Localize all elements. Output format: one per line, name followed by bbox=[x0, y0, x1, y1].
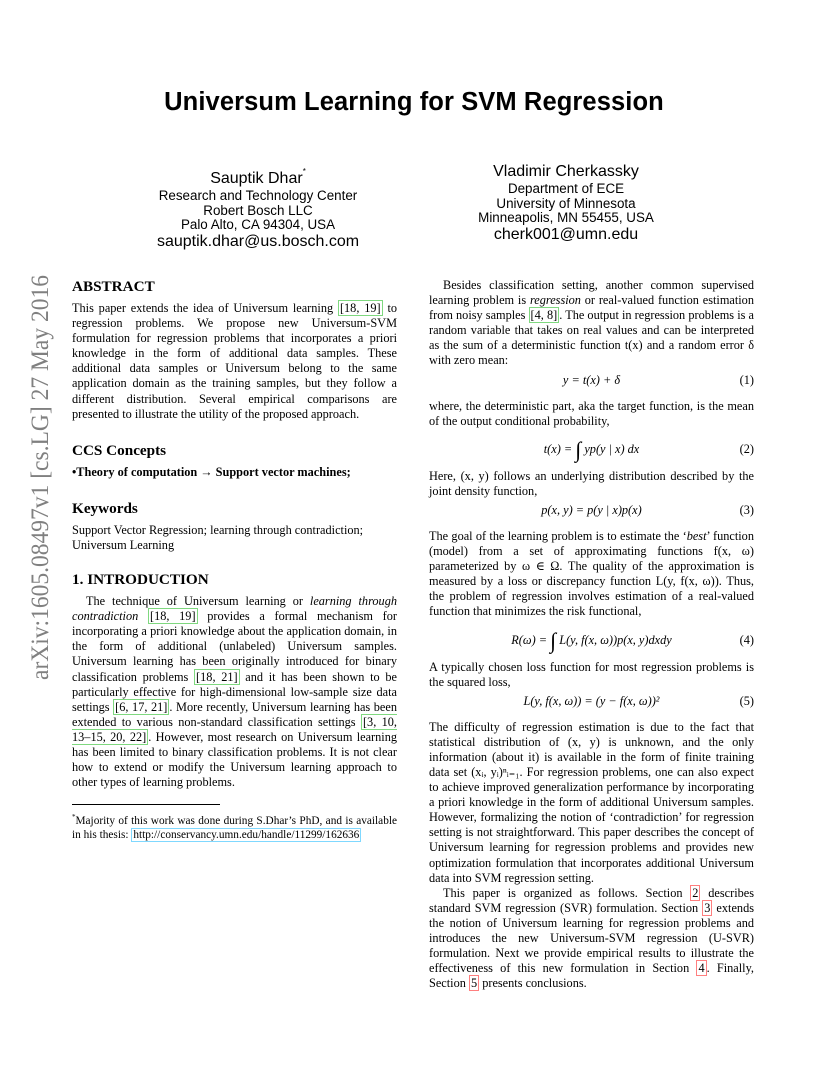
keywords-text: Support Vector Regression; learning through contradiction; Universum Learning bbox=[72, 522, 364, 552]
author-affiliation-line: Palo Alto, CA 94304, USA bbox=[180, 217, 336, 232]
right-column bbox=[429, 278, 754, 991]
footnote-rule bbox=[72, 804, 220, 805]
body-paragraph: This paper is organized as follows. Section 2 describes standard SVM regression (SVR) formulation. Section 3 extends the notion of Universum learning for regression problems and introduces the new Universum-SVM regression (U-SVR) formulation. Next we provide empirical results to illustrate the effectiveness of this new formulation in Section 4 . Finally, Section 5 presents conclusions. bbox=[429, 885, 755, 991]
citation-link[interactable]: [6, 17, 21] bbox=[115, 699, 168, 714]
author-name-2: Vladimir Cherkassky bbox=[493, 163, 639, 180]
author-email-2: cherk001@umn.edu bbox=[493, 225, 639, 243]
author-affiliation-line: Minneapolis, MN 55455, USA bbox=[478, 210, 654, 225]
ccs-concept: •Theory of computation → Support vector machines; bbox=[72, 464, 351, 479]
abstract-text: This paper extends the idea of Universum learning [18, 19] to regression problems. We propose new Universum-SVM formulation for regression problems that incorporates a priori knowledge in the form of additional data samples. These additional data samples or Universum belong to the same application domain as the training samples, but they follow a different distribution. Several empirical comparisons are presented to illustrate the utility of the proposed approach. bbox=[72, 301, 398, 421]
ccs-heading: CCS Concepts bbox=[72, 441, 167, 459]
introduction-heading: 1. INTRODUCTION bbox=[72, 571, 209, 589]
paper-title: Universum Learning for SVM Regression bbox=[164, 88, 664, 116]
citation-link[interactable]: [18, 19] bbox=[149, 609, 196, 624]
equation-number: (3) bbox=[739, 502, 754, 517]
left-column bbox=[72, 278, 397, 842]
body-paragraph: A typically chosen loss function for most regression problems is the squared loss, bbox=[429, 659, 754, 689]
keywords-heading: Keywords bbox=[72, 499, 138, 517]
author-affiliation-line: Robert Bosch LLC bbox=[203, 202, 313, 218]
equation-2: t(x) = ∫ yp(y | x) dx (2) bbox=[429, 433, 754, 465]
section-link[interactable]: 4 bbox=[698, 961, 705, 976]
equation-number: (5) bbox=[739, 693, 754, 708]
citation-link[interactable]: [3, 10, 13–15, 20, 22] bbox=[72, 714, 397, 744]
author-block-1 bbox=[108, 162, 408, 251]
introduction-paragraph: The technique of Universum learning or learning through contradiction [18, 19] provides a formal mechanism for incorporating a priori knowledge about the application domain, in the form of additional (unlabeled) Universum samples. Universum learning has been originally introduced for binary classification problems [18, 21] and it has been shown to be particularly effective for high-dimensional low-sample size data settings [6, 17, 21] . More recently, Universum learning has been extended to various non-standard classification settings [3, 10, 13–15, 20, 22] . However, most research on Universum learning has been limited to binary classification problems. It is not clear how to extend or modify the Universum learning approach to other types of learning problems. bbox=[72, 594, 398, 790]
section-link[interactable]: 5 bbox=[470, 976, 478, 991]
citation-link[interactable]: [18, 19] bbox=[339, 301, 381, 315]
body-paragraph: Besides classification setting, another common supervised learning problem is regression or real-valued function estimation from noisy samples [4, 8] . The output in regression problems is a random variable that takes on real values and can be interpreted as the sum of a deterministic function t(x) and a random error δ with zero mean: bbox=[429, 278, 754, 368]
section-link[interactable]: 3 bbox=[704, 900, 711, 915]
equation-4: R(ω) = ∫ L(y, f(x, ω))p(x, y)dxdy (4) bbox=[429, 624, 754, 656]
author-email-1: sauptik.dhar@us.bosch.com bbox=[156, 232, 360, 250]
citation-link[interactable]: [18, 21] bbox=[196, 669, 238, 684]
citation-link[interactable]: [4, 8] bbox=[530, 308, 558, 323]
body-paragraph: where, the deterministic part, aka the target function, is the mean of the output conditional probability, bbox=[429, 398, 754, 428]
footnote: *Majority of this work was done during S.Dhar’s PhD, and is available in his thesis: http://conservancy.umn.edu/handle/11299/162636 bbox=[72, 813, 397, 841]
equation-number: (1) bbox=[739, 372, 754, 387]
arxiv-stamp-text: arXiv:1605.08497v1 [cs.LG] 27 May 2016 bbox=[25, 270, 54, 680]
thesis-url-link[interactable]: http://conservancy.umn.edu/handle/11299/162636 bbox=[133, 828, 360, 841]
abstract-heading: ABSTRACT bbox=[72, 278, 155, 295]
equation-1: y = t(x) + δ (1) bbox=[562, 372, 754, 387]
section-link[interactable]: 2 bbox=[692, 885, 699, 900]
equation-5: L(y, f(x, ω)) = (y − f(x, ω))² (5) bbox=[523, 693, 754, 708]
equation-3: p(x, y) = p(y | x)p(x) (3) bbox=[541, 502, 754, 517]
arxiv-stamp bbox=[14, 270, 58, 690]
body-paragraph: The difficulty of regression estimation is due to the fact that statistical distribution of (x, y) is unknown, and the only information (about it) is available in the form of finite training data set (xᵢ, yᵢ)ⁿᵢ₌₁. For regression problems, one can also expect to achieve improved generalization performance by incorporating a priori knowledge in the form of additional Universum samples. However, formalizing the notion of ‘contradiction’ for regression setting is not straightforward. This paper describes the concept of Universum learning for regression problems and provides new optimization formulation that incorporates additional Universum data into SVM regression setting. bbox=[429, 719, 754, 885]
body-paragraph: The goal of the learning problem is to estimate the ‘best’ function (model) from a set of approximating functions f(x, ω) parameterized by ω ∈ Ω. The quality of the approximation is measured by a loss or discrepancy function L(y, f(x, ω)). Thus, the problem of regression involves estimation of a real-valued function that minimizes the risk functional, bbox=[429, 528, 754, 619]
author-affiliation-line: University of Minnesota bbox=[496, 195, 636, 211]
body-paragraph: Here, (x, y) follows an underlying distribution described by the joint density function, bbox=[429, 468, 754, 498]
author-affiliation-line: Research and Technology Center bbox=[158, 188, 358, 203]
author-name-1: Sauptik Dhar* bbox=[210, 167, 306, 187]
equation-number: (2) bbox=[739, 441, 754, 456]
equation-number: (4) bbox=[739, 632, 754, 647]
author-block-2 bbox=[416, 162, 716, 244]
author-affiliation-line: Department of ECE bbox=[507, 181, 625, 196]
author-footnote-mark: * bbox=[302, 167, 306, 176]
